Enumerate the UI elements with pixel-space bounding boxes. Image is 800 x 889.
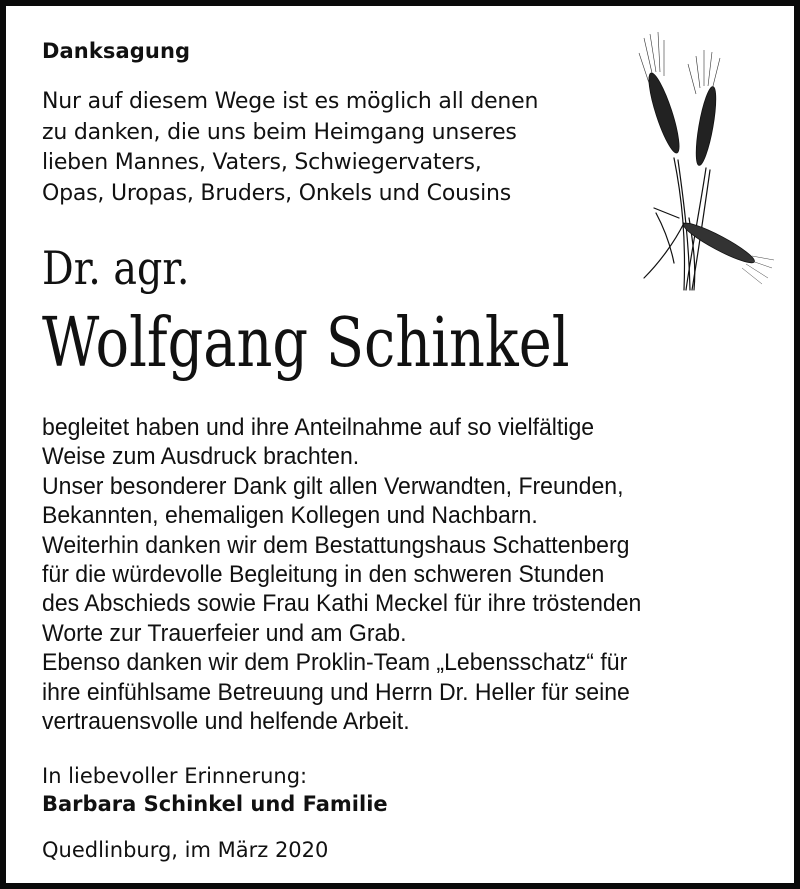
closing-label: In liebevoller Erinnerung:: [42, 764, 308, 788]
intro-line: zu danken, die uns beim Heimgang unseres: [42, 119, 517, 145]
body-line: begleitet haben und ihre Anteilnahme auf so vielfältige: [42, 414, 595, 441]
deceased-title: Dr. agr.: [42, 241, 190, 295]
intro-text: [42, 87, 538, 209]
notice-heading: Danksagung: [42, 39, 191, 63]
intro-line: Opas, Uropas, Bruders, Onkels und Cousins: [42, 180, 512, 206]
family-signature: Barbara Schinkel und Familie: [42, 792, 388, 816]
place-date: Quedlinburg, im März 2020: [42, 838, 329, 862]
wheat-ears-icon: [634, 28, 774, 298]
body-line: des Abschieds sowie Frau Kathi Meckel für ihre tröstenden: [42, 590, 642, 618]
intro-line: Nur auf diesem Wege ist es möglich all denen: [42, 89, 539, 114]
body-line: Bekannten, ehemaligen Kollegen und Nachbarn.: [42, 502, 538, 530]
body-line: Ebenso danken wir dem Proklin-Team „Lebensschatz“ für: [42, 649, 628, 677]
body-text: [42, 413, 641, 736]
intro-line: lieben Mannes, Vaters, Schwiegervaters,: [42, 150, 482, 175]
body-line: für die würdevolle Begleitung in den schweren Stunden: [42, 561, 605, 589]
body-line: Weiterhin danken wir dem Bestattungshaus Schattenberg: [42, 531, 630, 559]
body-line: Unser besonderer Dank gilt allen Verwandten, Freunden,: [42, 472, 624, 500]
body-line: vertrauensvolle und helfende Arbeit.: [42, 708, 410, 736]
body-line: ihre einfühlsame Betreuung und Herrn Dr. Heller für seine: [42, 678, 630, 706]
closing-block: [42, 762, 388, 818]
deceased-name: Wolfgang Schinkel: [42, 304, 570, 383]
body-line: Weise zum Ausdruck brachten.: [42, 443, 360, 471]
body-line: Worte zur Trauerfeier und am Grab.: [42, 619, 407, 647]
